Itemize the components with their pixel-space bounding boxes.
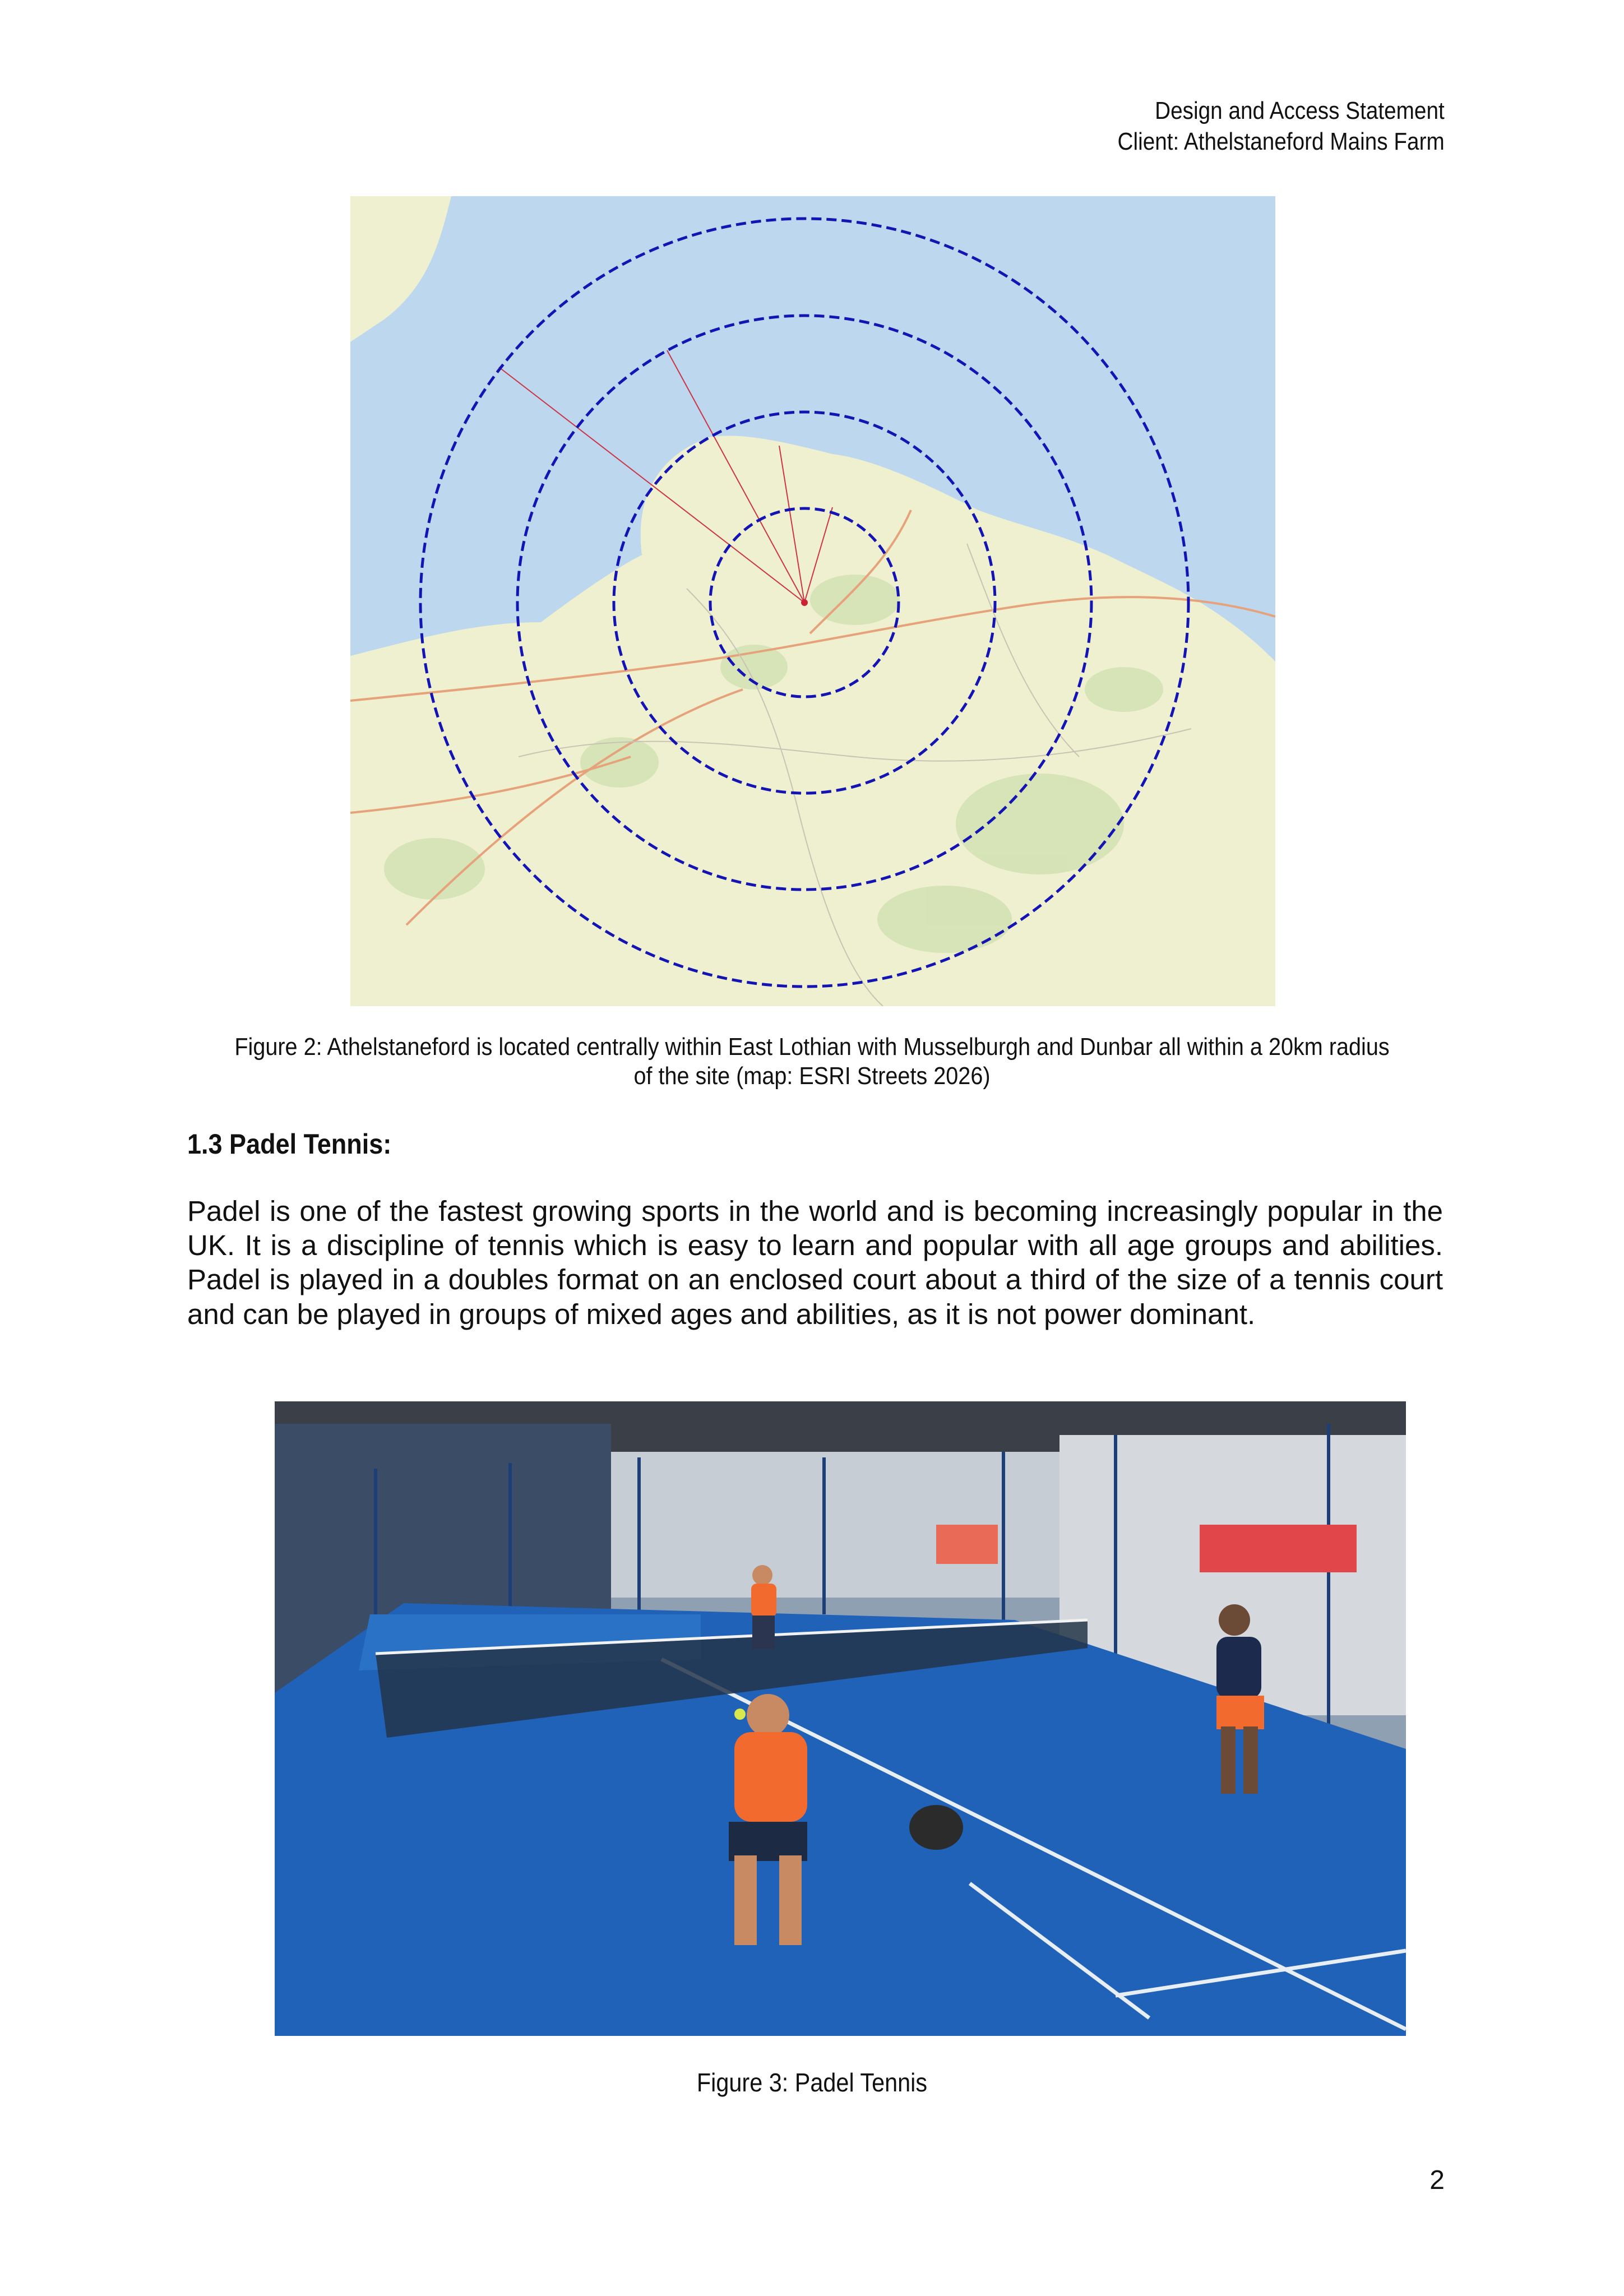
figure-2-caption bbox=[233, 1033, 1391, 1091]
figure-3-caption: Figure 3: Padel Tennis bbox=[696, 2068, 928, 2097]
east-lothian-radius-map bbox=[350, 196, 1275, 1006]
padel-court-illustration bbox=[275, 1401, 1406, 2036]
header-client: Client: Athelstaneford Mains Farm bbox=[1117, 128, 1445, 155]
body-paragraph: Padel is one of the fastest growing sports in the world and is becoming increasingly popular in the UK. It is a discipline of tennis which is easy to learn and popular with all age groups and abilities. Padel is played in a doubles format on an enclosed court about a third of the size of a tennis court and can be played in groups of mixed ages and abilities, as it is not power dominant. bbox=[187, 1195, 1443, 1330]
header-title: Design and Access Statement bbox=[1155, 97, 1445, 124]
figure-2-caption-line-2: of the site (map: ESRI Streets 2026) bbox=[633, 1062, 991, 1090]
figure-2-caption-line-1: Figure 2: Athelstaneford is located centrally within East Lothian with Musselburgh and Dunbar all within a 20km radius bbox=[234, 1033, 1390, 1061]
padel-tennis-photo bbox=[275, 1401, 1406, 2036]
section-heading: 1.3 Padel Tennis: bbox=[187, 1128, 392, 1160]
page-number: 2 bbox=[1429, 2165, 1445, 2195]
page-header bbox=[1118, 95, 1445, 157]
map-figure bbox=[350, 196, 1275, 1006]
